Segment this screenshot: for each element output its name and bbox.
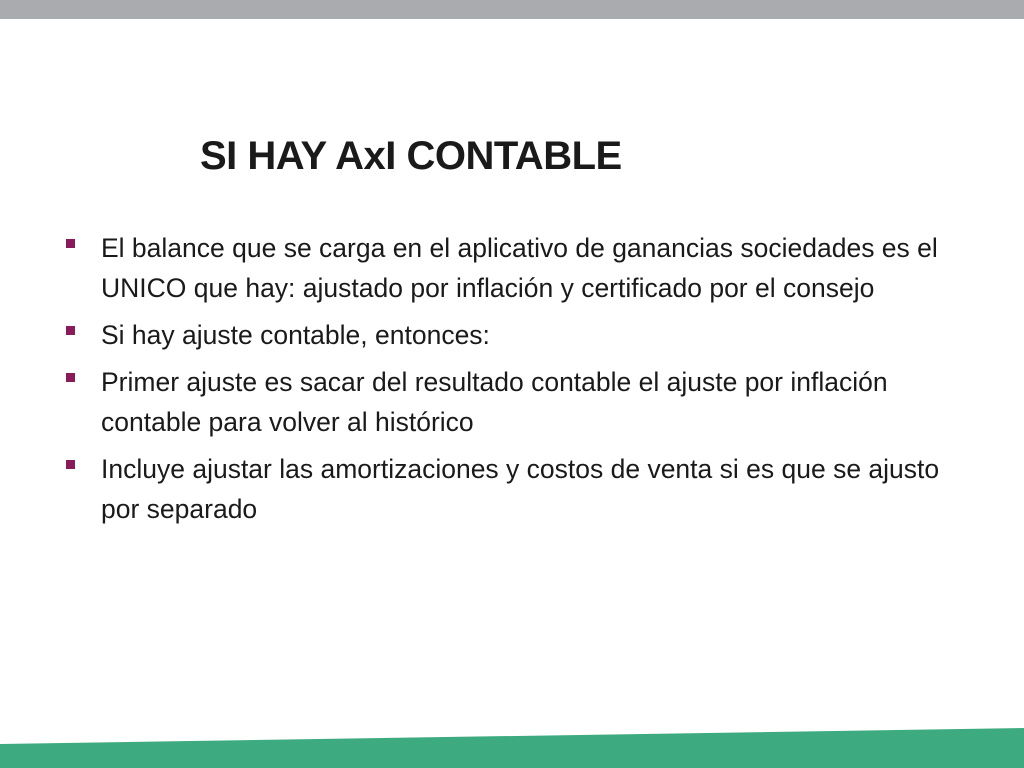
bottom-bar-fill (0, 728, 1024, 768)
square-bullet-icon (66, 460, 75, 469)
bullet-item (60, 362, 960, 442)
bullet-item (60, 449, 960, 529)
bullet-list (60, 228, 960, 536)
bullet-text: Si hay ajuste contable, entonces: (101, 320, 490, 350)
top-decorative-bar (0, 0, 1024, 19)
bottom-decorative-bar (0, 728, 1024, 768)
bottom-bar-shape (0, 728, 1024, 768)
bullet-text: Incluye ajustar las amortizaciones y costos de venta si es que se ajusto por separado (101, 454, 940, 524)
bullet-item (60, 315, 960, 355)
bullet-item (60, 228, 960, 308)
slide-title: SI HAY AxI CONTABLE (200, 134, 622, 178)
bullet-text: Primer ajuste es sacar del resultado contable el ajuste por inflación contable para volver al histórico (101, 367, 888, 437)
square-bullet-icon (66, 373, 75, 382)
bullet-text: El balance que se carga en el aplicativo de ganancias sociedades es el UNICO que hay: ajustado por inflación y certificado por el consejo (101, 233, 938, 303)
square-bullet-icon (66, 326, 75, 335)
square-bullet-icon (66, 239, 75, 248)
